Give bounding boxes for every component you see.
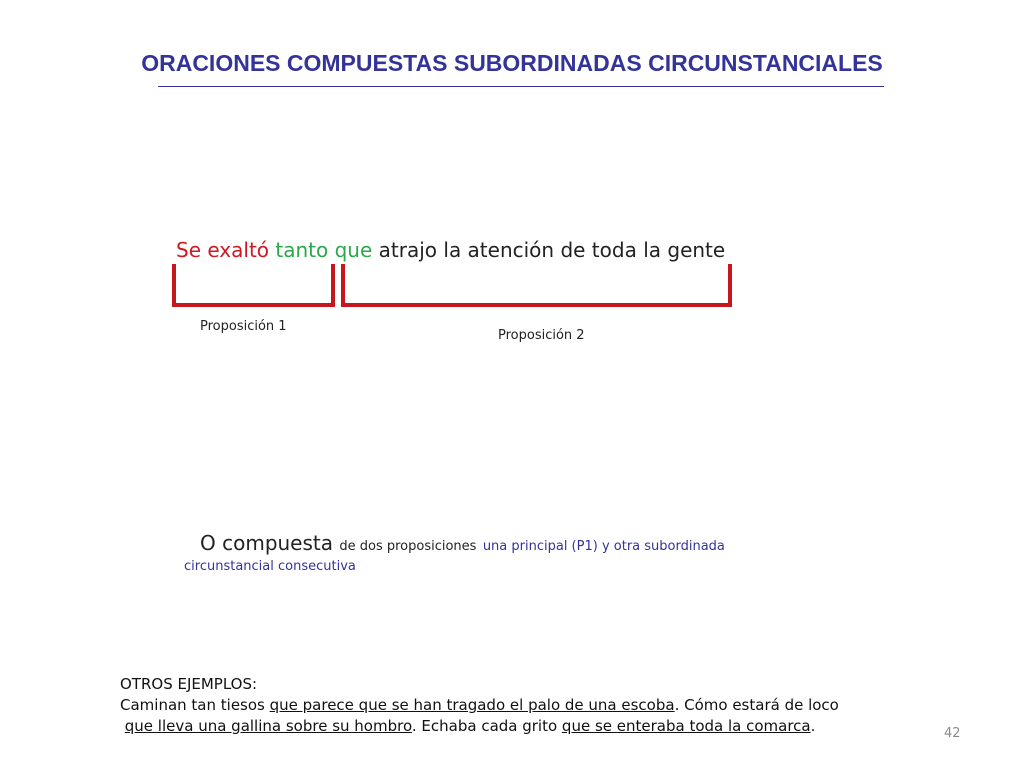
example-text: Caminan tan tiesos [120,696,270,714]
description-middle: de dos proposiciones [339,539,477,554]
slide-title: ORACIONES COMPUESTAS SUBORDINADAS CIRCUNSTANCIALES [141,50,883,76]
example-subordinate: que se enteraba toda la comarca [561,717,811,735]
example-text: . Echaba cada grito [411,717,562,735]
other-examples-heading: OTROS EJEMPLOS: [120,675,258,693]
sentence-part-nexus: tanto que [275,238,373,262]
bracket-proposition-2 [343,264,730,305]
label-proposition-2: Proposición 2 [498,328,585,343]
bracket-proposition-1 [174,264,333,305]
example-subordinate: que lleva una gallina sobre su hombro [124,717,412,735]
page-number: 42 [944,726,961,741]
other-examples-line-1 [120,695,839,716]
sentence-part-principal: Se exaltó [176,238,270,262]
description-line-1 [200,531,725,555]
other-examples-line-2 [120,716,839,737]
description-blue-1: una principal (P1) y otra subordinada [482,539,725,554]
description-lead: O compuesta [200,531,334,555]
description-blue-2: circunstancial consecutiva [184,559,356,574]
example-text: . Cómo estará de loco [674,696,839,714]
label-proposition-1: Proposición 1 [200,319,287,334]
sentence-part-subordinate: atrajo la atención de toda la gente [378,238,726,262]
other-examples [120,674,839,737]
example-subordinate: que parece que se han tragado el palo de una escoba [269,696,675,714]
example-text: . [810,717,816,735]
